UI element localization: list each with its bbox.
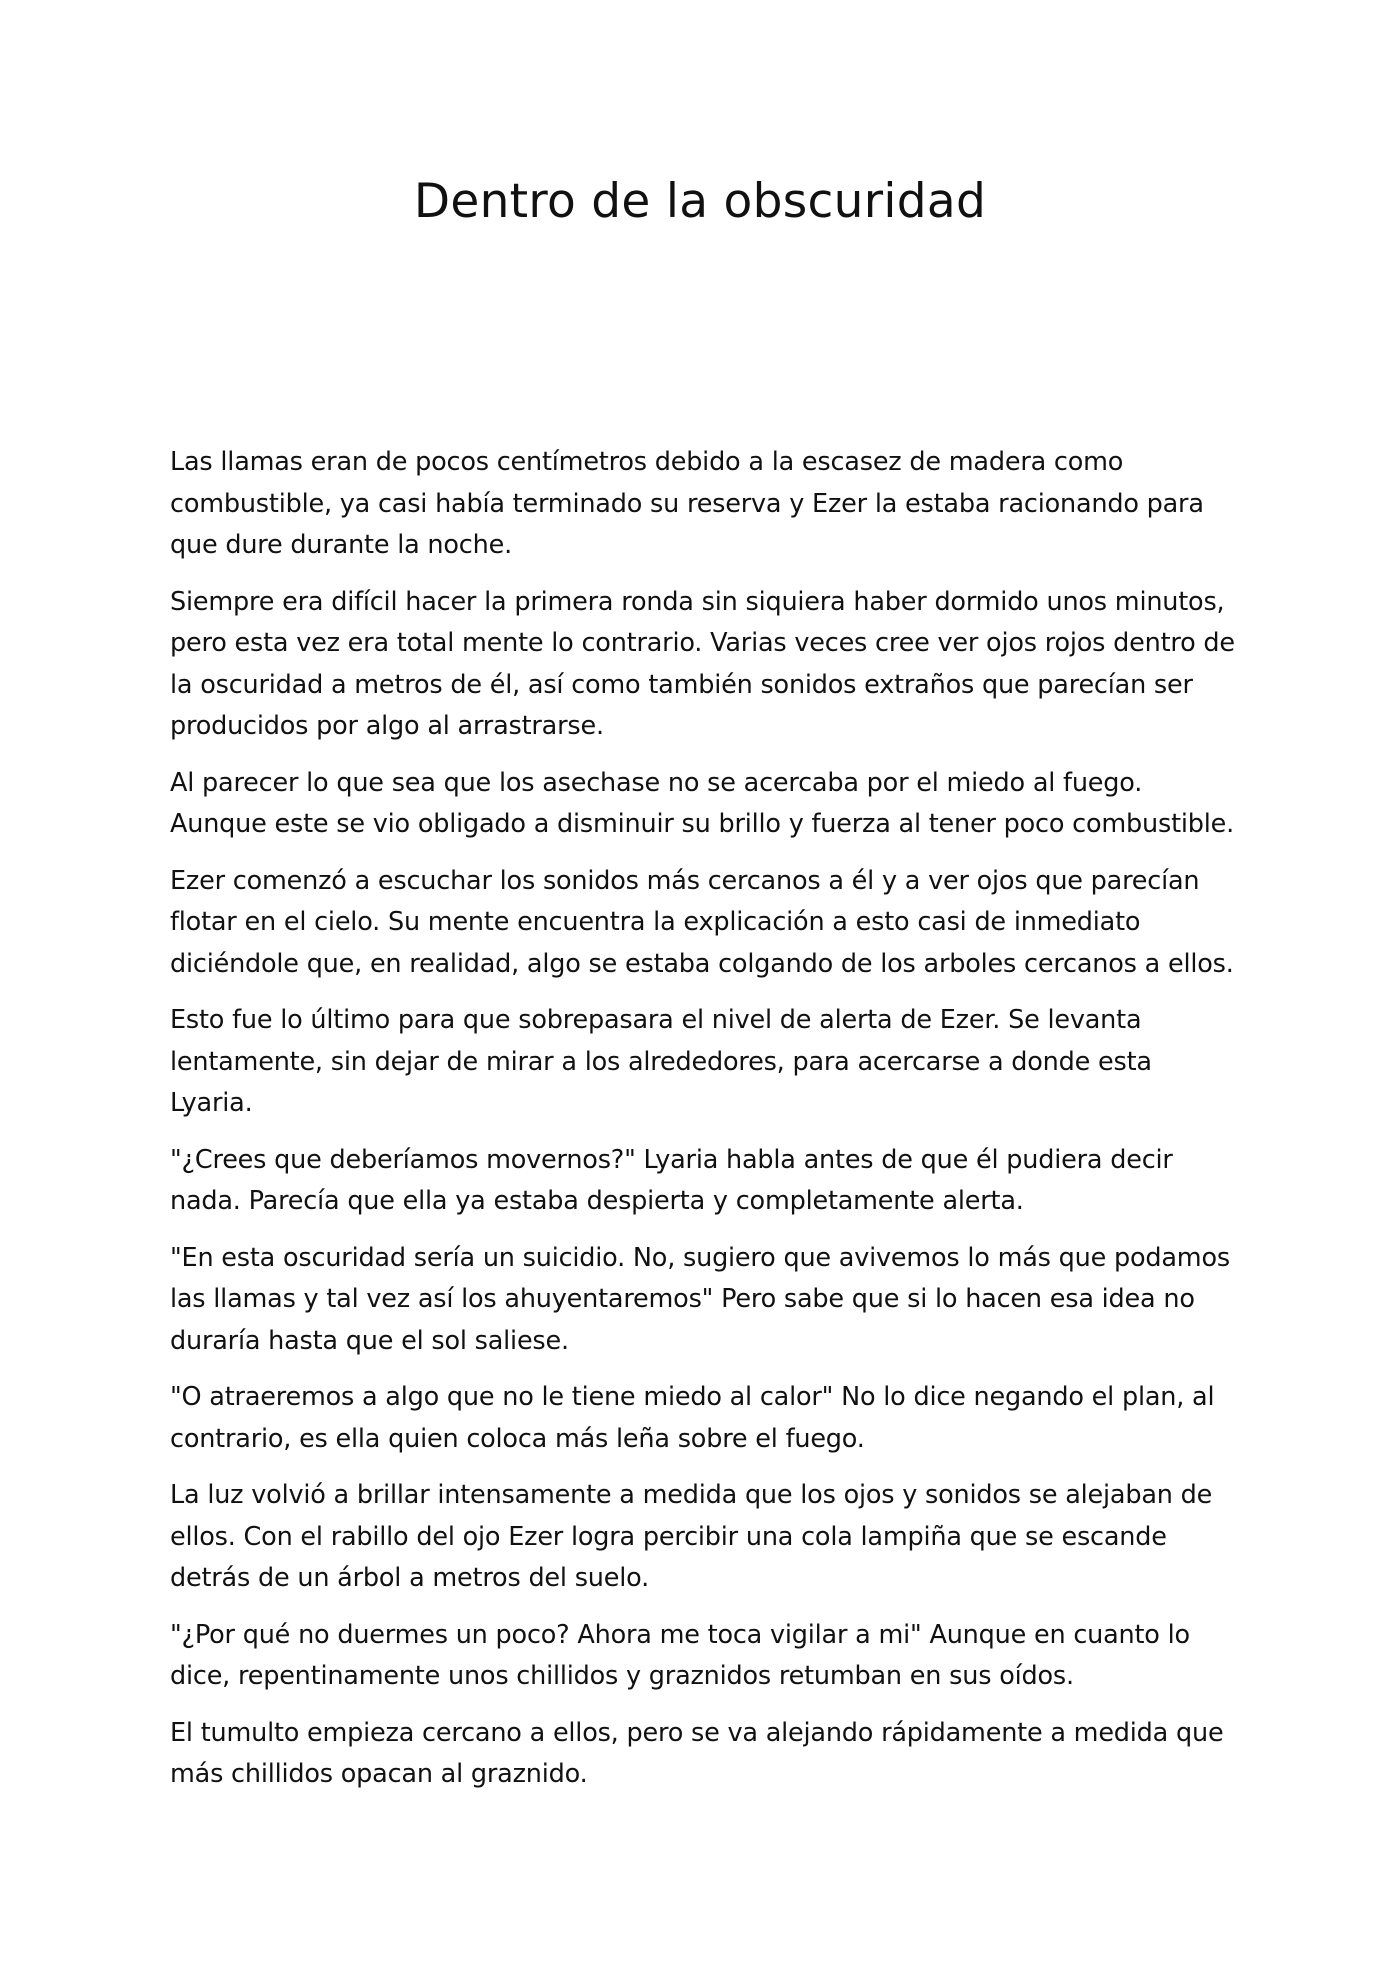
paragraph-2: Siempre era difícil hacer la primera ronda sin siquiera haber dormido unos minutos, pero esta vez era total mente lo contrario. Varias veces cree ver ojos rojos dentro de la oscuridad a metros de él, así como también sonidos extraños que parecían ser producidos por algo al arrastrarse. <box>170 586 1235 741</box>
paragraph-1: Las llamas eran de pocos centímetros debido a la escasez de madera como combustible, ya casi había terminado su reserva y Ezer la estaba racionando para que dure durante la noche. <box>170 447 1204 560</box>
paragraph-4: Ezer comenzó a escuchar los sonidos más cercanos a él y a ver ojos que parecían flotar en el cielo. Su mente encuentra la explicación a esto casi de inmediato diciéndole que, en realidad, algo se estaba colgando de los arboles cercanos a ellos. <box>170 865 1234 979</box>
paragraph-11: El tumulto empieza cercano a ellos, pero se va alejando rápidamente a medida que más chillidos opacan al graznido. <box>170 1717 1224 1789</box>
paragraph-6: "¿Crees que deberíamos movernos?" Lyaria habla antes de que él pudiera decir nada. Parecía que ella ya estaba despierta y completamente alerta. <box>170 1144 1173 1216</box>
paragraph-7: "En esta oscuridad sería un suicidio. No, sugiero que avivemos lo más que podamos las llamas y tal vez así los ahuyentaremos" Pero sabe que si lo hacen esa idea no duraría hasta que el sol saliese. <box>170 1242 1230 1356</box>
document-body <box>170 442 1240 1811</box>
paragraph-8: "O atraeremos a algo que no le tiene miedo al calor" No lo dice negando el plan, al contrario, es ella quien coloca más leña sobre el fuego. <box>170 1382 1215 1454</box>
paragraph-3: Al parecer lo que sea que los asechase no se acercaba por el miedo al fuego. Aunque este se vio obligado a disminuir su brillo y fuerza al tener poco combustible. <box>170 767 1235 839</box>
paragraph-10: "¿Por qué no duermes un poco? Ahora me toca vigilar a mi" Aunque en cuanto lo dice, repentinamente unos chillidos y graznidos retumban en sus oídos. <box>170 1619 1190 1691</box>
paragraph-9: La luz volvió a brillar intensamente a medida que los ojos y sonidos se alejaban de ellos. Con el rabillo del ojo Ezer logra percibir una cola lampiña que se escande detrás de un árbol a metros del suelo. <box>170 1480 1213 1593</box>
document-title: Dentro de la obscuridad <box>413 174 987 229</box>
paragraph-5: Esto fue lo último para que sobrepasara el nivel de alerta de Ezer. Se levanta lentamente, sin dejar de mirar a los alrededores, para acercarse a donde esta Lyaria. <box>170 1005 1152 1118</box>
